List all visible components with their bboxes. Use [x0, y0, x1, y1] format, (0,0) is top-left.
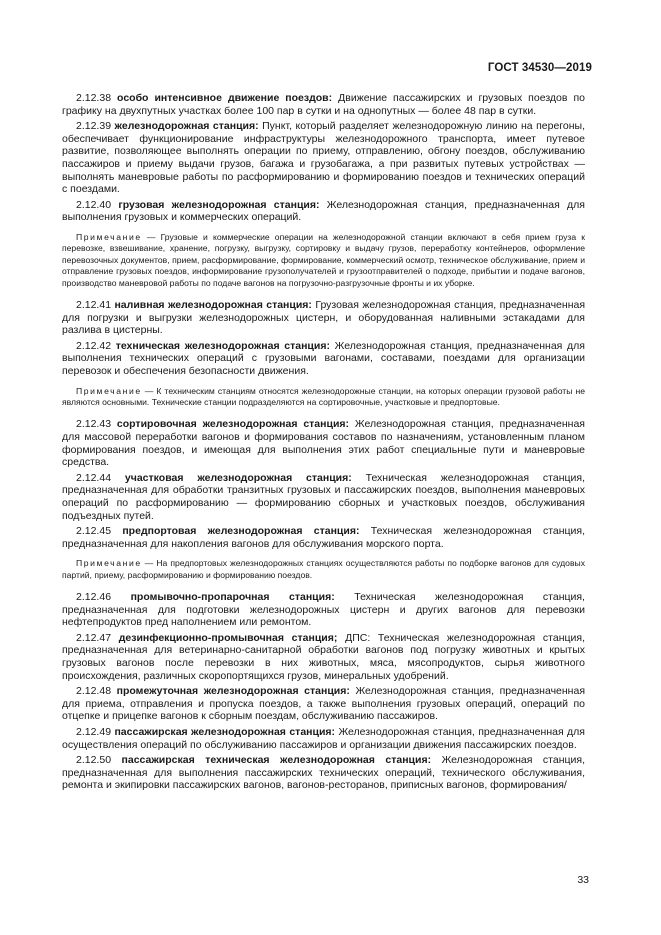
note-text: — На предпортовых железнодорожных станциях осуществляются работы по подборке вагонов для судовых партий, приему, расформированию и формированию поездов. [62, 558, 585, 580]
term: участковая железнодорожная станция: [124, 471, 352, 484]
definition-text: Грузовая железнодорожная станция, предназначенная для погрузки и выгрузки железнодорожных цистерн, и оборудованная наливными эстакадами для разлива в цистерны. [62, 298, 586, 337]
definition-text: Железнодорожная станция, предназначенная для приема, отправления и пропуска поездов, а также выполнения грузовых операций, операций по отцепке и прицепке вагонов к сборным поездам, обслуживанию пассажиров. [62, 685, 586, 723]
note-label: Примечание [76, 231, 142, 242]
document-id: ГОСТ 34530—2019 [487, 62, 592, 74]
term: особо интенсивное движение поездов: [117, 92, 333, 104]
definition-paragraph [62, 299, 585, 337]
term: дезинфекционно-промывочная станция; [118, 631, 338, 644]
term: пассажирская железнодорожная станция: [114, 726, 336, 739]
page-content [62, 92, 585, 795]
definition-text: Техническая железнодорожная станция, предназначенная для обработки транзитных грузовых и пассажирских поездов, выполнения маневровых операций по расформированию — формированию сборных и участковых поездов, обслуживания подъездных путей. [62, 471, 585, 522]
note-paragraph [62, 386, 585, 409]
definition-paragraph [62, 418, 585, 468]
term: сортировочная железнодорожная станция: [116, 418, 350, 431]
note-label: Примечание [76, 558, 142, 569]
clause-number: 2.12.40 [76, 198, 112, 211]
definition-text: Железнодорожная станция, предназначенная для массовой переработки вагонов и формирования составов по назначениям, установленным планом формирования поездов, и имеющая для выполнения этих работ специальные пути и маневровые средства. [62, 418, 585, 469]
term: железнодорожная станция: [114, 120, 259, 133]
clause-number: 2.12.44 [76, 471, 112, 484]
definition-text: Техническая железнодорожная станция, предназначенная для накопления вагонов для обслуживания морского порта. [62, 525, 586, 550]
clause-number: 2.12.47 [76, 631, 112, 644]
definition-text: Железнодорожная станция, предназначенная для выполнения технических операций с грузовыми вагонами, составами, поездами для организации перевозок и обеспечения безопасности движения. [62, 339, 585, 377]
clause-number: 2.12.45 [76, 525, 112, 538]
definition-paragraph [62, 754, 585, 792]
clause-number: 2.12.41 [76, 298, 112, 311]
definition-paragraph [62, 340, 585, 378]
term: наливная железнодорожная станция: [114, 298, 312, 311]
term: промывочно-пропарочная станция: [130, 591, 335, 604]
definition-paragraph [62, 525, 585, 550]
definition-paragraph [62, 726, 585, 751]
term: грузовая железнодорожная станция: [118, 198, 320, 211]
definition-text: Железнодорожная станция, предназначенная для осуществления операций по обслуживанию пассажиров и организации движения пассажирских поездов. [62, 726, 585, 751]
definition-paragraph [62, 120, 585, 196]
note-text: — Грузовые и коммерческие операции на железнодорожной станции включают в себя прием груза к перевозке, взвешивание, хранение, погрузку, выгрузку, сортировку и выдачу грузов, переработку контейнеров, оформление перевозочных документов, прием, расформирование, формирование, коммерческий осмотр, техническое обслуживание, прием и отправление грузовых поездов, информирование грузополучателей и грузоотправителей о подходе, прибытии и подаче вагонов, производство маневровой работы по подаче вагонов на погрузочно-разгрузочные фронты и их уборке. [62, 231, 586, 288]
definition-paragraph [62, 199, 585, 224]
clause-number: 2.12.49 [76, 726, 112, 739]
definition-text: Пункт, который разделяет железнодорожную линию на перегоны, обеспечивает функционирование инфраструктуры железнодорожного транспорта, имеет путевое развитие, позволяющее выполнять операции по приему, отправлению, обгону поездов, обслуживанию пассажиров и приему выдачи грузов, багажа и грузобагажа, а при развитых путевых устройствах — выполнять маневровые работы по расформированию и формированию поездов и технических операций с поездами. [62, 120, 585, 196]
note-paragraph [62, 558, 585, 581]
definition-paragraph [62, 92, 585, 117]
definition-paragraph [62, 632, 585, 682]
term: промежуточная железнодорожная станция: [116, 685, 350, 698]
term: предпортовая железнодорожная станция: [122, 525, 360, 538]
clause-number: 2.12.38 [76, 92, 112, 104]
note-paragraph [62, 232, 585, 289]
clause-number: 2.12.43 [76, 418, 112, 431]
definition-text: Железнодорожная станция, предназначенная для выполнения пассажирских технических операций, технического обслуживания, ремонта и экипировки пассажирских вагонов, вагонов-ресторанов, приписных вагонов, формирования/ [62, 754, 585, 792]
clause-number: 2.12.48 [76, 685, 112, 698]
definition-text: ДПС: Техническая железнодорожная станция, предназначенная для ветеринарно-санитарной обработки вагонов под погрузку животных и крытых грузовых вагонов после перевозки в них животных, мяса, мясопродуктов, сырья животного происхождения, различных скоропортящихся грузов, минеральных удобрений. [62, 631, 585, 682]
clause-number: 2.12.50 [76, 754, 112, 767]
definition-paragraph [62, 685, 585, 723]
definition-paragraph [62, 472, 585, 522]
definition-text: Движение пассажирских и грузовых поездов по графику на двухпутных участках более 100 пар в сутки и на однопутных — более 48 пар в сутки. [62, 92, 585, 117]
page-number: 33 [577, 874, 589, 886]
definition-paragraph [62, 591, 585, 629]
term: техническая железнодорожная станция: [115, 339, 330, 352]
clause-number: 2.12.39 [76, 120, 112, 133]
note-text: — К техническим станциям относятся железнодорожные станции, на которых операции грузовой работы не являются основными. Технические станции подразделяются на сортировочные, участковые и предпортовые. [62, 385, 585, 407]
clause-number: 2.12.42 [76, 339, 112, 352]
note-label: Примечание [76, 385, 142, 396]
term: пассажирская техническая железнодорожная станция: [121, 754, 432, 767]
clause-number: 2.12.46 [76, 591, 112, 604]
definition-text: Железнодорожная станция, предназначенная для выполнения грузовых и коммерческих операций. [62, 198, 585, 224]
definition-text: Техническая железнодорожная станция, предназначенная для подготовки железнодорожных цистерн и других вагонов для перевозки нефтепродуктов пред наполнением или ремонтом. [62, 591, 585, 629]
